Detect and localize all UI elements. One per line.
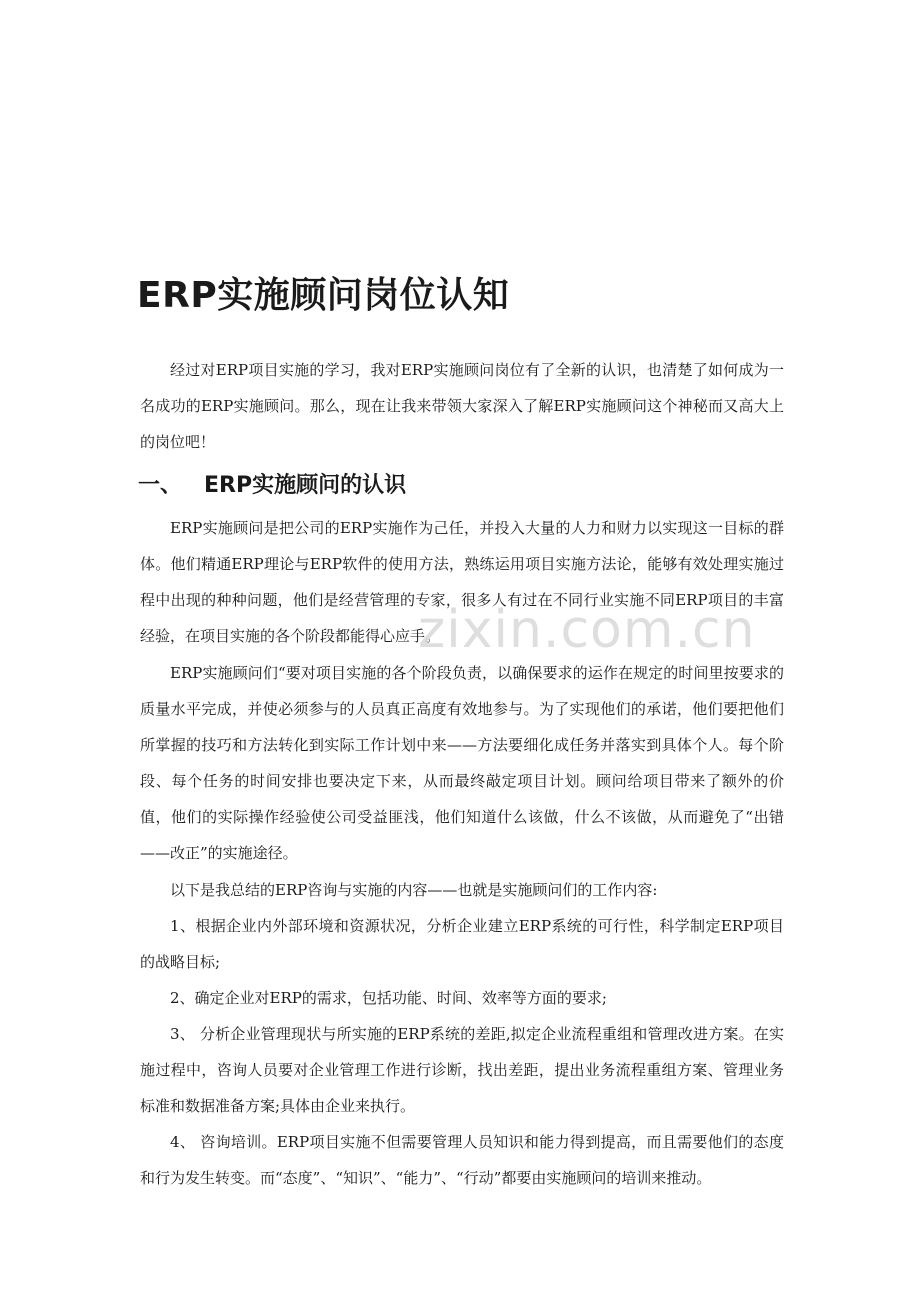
document-title: ERP实施顾问岗位认知 — [137, 275, 510, 316]
watermark: zixin.com.cn — [418, 600, 756, 660]
responsibility-paragraph: ERP实施顾问们“要对项目实施的各个阶段负责，以确保要求的运作在规定的时间里按要求的质量水平完成，并使必须参与的人员真正高度有效地参与。为了实现他们的承诺，他们要把他们所掌握的技巧和方法转化到实际工作计划中来——方法要细化成任务并落实到具体个人。每个阶段、每个任务的时间安排也要决定下来，从而最终敲定项目计划。顾问给项目带来了额外的价值，他们的实际操作经验使公司受益匪浅，他们知道什么该做，什么不该做，从而避免了“出错——改正”的实施途径。 — [140, 664, 784, 862]
list-item-1: 1、根据企业内外部环境和资源状况，分析企业建立ERP系统的可行性，科学制定ERP项目的战略目标; — [140, 917, 784, 971]
intro-paragraph: 经过对ERP项目实施的学习，我对ERP实施顾问岗位有了全新的认识，也清楚了如何成为一名成功的ERP实施顾问。那么，现在让我来带领大家深入了解ERP实施顾问这个神秘而又高大上的岗位吧！ — [140, 361, 784, 451]
section-title: ERP实施顾问的认识 — [204, 473, 407, 498]
section-number: 一、 — [138, 473, 183, 498]
list-item-4: 4、 咨询培训。ERP项目实施不但需要管理人员知识和能力得到提高，而且需要他们的态度和行为发生转变。而“态度”、“知识”、“能力”、“行动”都要由实施顾问的培训来推动。 — [140, 1133, 784, 1187]
list-item-2: 2、确定企业对ERP的需求，包括功能、时间、效率等方面的要求; — [170, 989, 607, 1007]
definition-paragraph: ERP实施顾问是把公司的ERP实施作为己任，并投入大量的人力和财力以实现这一目标的群体。他们精通ERP理论与ERP软件的使用方法，熟练运用项目实施方法论，能够有效处理实施过程中出现的种种问题，他们是经营管理的专家，很多人有过在不同行业实施不同ERP项目的丰富经验，在项目实施的各个阶段都能得心应手。 — [140, 519, 784, 645]
section-heading — [138, 468, 406, 504]
list-item-3: 3、 分析企业管理现状与所实施的ERP系统的差距,拟定企业流程重组和管理改进方案。在实施过程中，咨询人员要对企业管理工作进行诊断，找出差距，提出业务流程重组方案、管理业务标准和数据准备方案;具体由企业来执行。 — [140, 1025, 784, 1115]
summary-paragraph: 以下是我总结的ERP咨询与实施的内容——也就是实施顾问们的工作内容: — [170, 881, 658, 899]
